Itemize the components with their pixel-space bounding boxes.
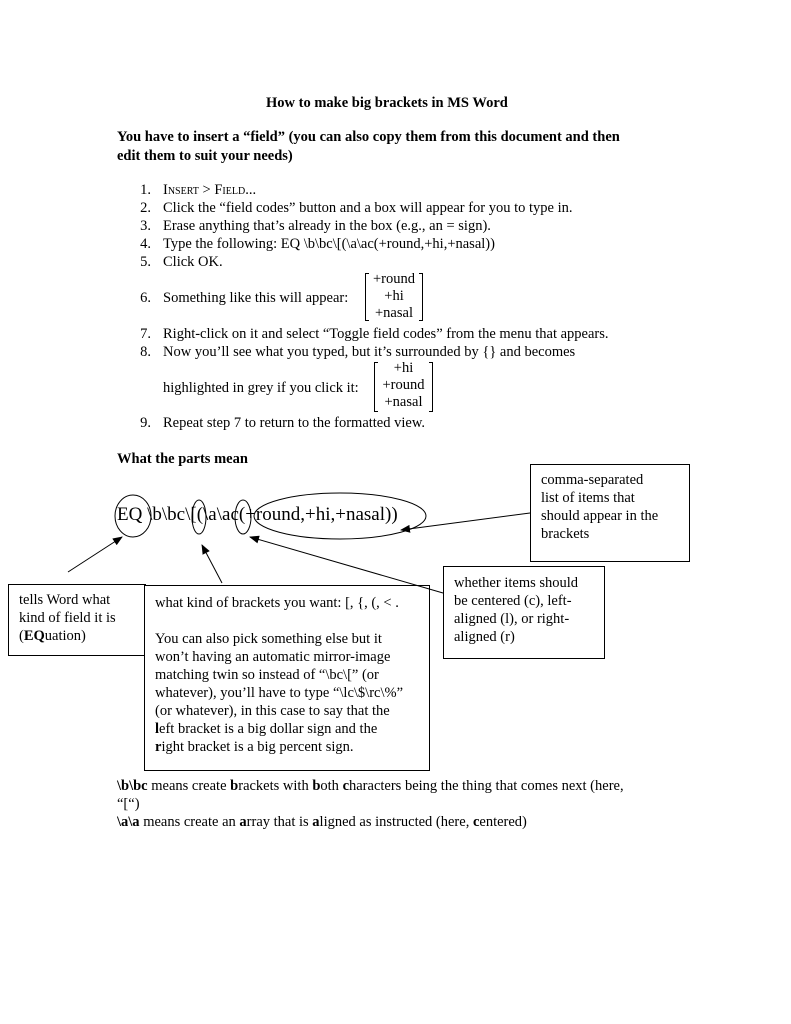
step-2-text: Click the “field codes” button and a box will appear for you to type in.	[163, 200, 573, 216]
text: rray that is	[246, 814, 313, 830]
eq-circle	[115, 495, 151, 537]
note-paren: (	[19, 628, 24, 644]
note-line: be centered (c), left-	[454, 593, 572, 609]
ac-part: \a	[216, 504, 231, 525]
note-line: comma-separated	[541, 472, 644, 488]
step-1-tail: ...	[245, 182, 257, 198]
text: means create an	[139, 814, 240, 830]
step-7-text: Right-click on it and select “Toggle field codes” from the menu that appears.	[163, 326, 609, 342]
note-line: what kind of brackets you want: [, {, (, < .	[155, 595, 399, 611]
bold-letter: b	[230, 778, 239, 794]
step-5-number: 5.	[140, 254, 151, 270]
note-line: whatever), you’ll have to type “\lc\$\rc\%”	[155, 685, 404, 701]
note-rest: eft bracket is a big dollar sign and the	[159, 721, 378, 737]
code-bbc: \b\bc	[117, 778, 148, 794]
step-4-number: 4.	[140, 236, 151, 252]
bold-letter: a	[239, 814, 247, 830]
array-item: +nasal	[384, 394, 423, 410]
text: rackets with	[238, 778, 313, 794]
note-line: matching twin so instead of “\bc\[” (or	[155, 667, 379, 683]
note-line: whether items should	[454, 575, 579, 591]
intro-line-1: You have to insert a “field” (you can also copy them from this document and then	[117, 129, 620, 145]
bold-letter: c	[342, 778, 349, 794]
bold-letter: a	[312, 814, 320, 830]
note-line: list of items that	[541, 490, 635, 506]
note-line: You can also pick something else but it	[155, 631, 382, 647]
code-aa: \a\a	[117, 814, 140, 830]
step-1-number: 1.	[140, 182, 151, 198]
arrow-comma-list	[401, 513, 530, 530]
note-line: should appear in the	[541, 508, 659, 524]
step-7-number: 7.	[140, 326, 151, 342]
step-8-text-1: Now you’ll see what you typed, but it’s surrounded by {} and becomes	[163, 344, 576, 360]
array-item: +hi	[393, 360, 414, 376]
explanation-aa	[117, 814, 527, 831]
note-line: aligned (r)	[454, 629, 515, 645]
note-line: brackets	[541, 526, 590, 542]
note-line: won’t having an automatic mirror-image	[155, 649, 391, 665]
note-line: tells Word what	[19, 592, 111, 608]
explanation-bbc-line2: “[“)	[117, 796, 140, 812]
step-2-number: 2.	[140, 200, 151, 216]
text: entered)	[479, 814, 527, 830]
step-1-field: Field	[214, 182, 246, 198]
arrow-alignment	[250, 537, 443, 593]
note-line: (or whatever), in this case to say that the	[155, 703, 390, 719]
explanation-bbc	[117, 778, 624, 795]
bold-letter: c	[472, 814, 480, 830]
eq-part: EQ	[117, 504, 143, 525]
note-line: kind of field it is	[19, 610, 116, 626]
b-part: \b	[147, 504, 162, 525]
array-item: +hi	[384, 288, 404, 304]
arrow-bracket-kind	[202, 545, 222, 583]
bold-letter: b	[312, 778, 321, 794]
note-rest: uation)	[44, 628, 86, 644]
step-9-text: Repeat step 7 to return to the formatted view.	[163, 415, 425, 431]
step-5-text: Click OK.	[163, 254, 223, 270]
c-char-circle	[235, 500, 251, 534]
step-1-insert: Insert	[163, 182, 199, 198]
step-3-number: 3.	[140, 218, 151, 234]
text: oth	[320, 778, 343, 794]
bracket-char-circle	[192, 500, 206, 534]
bracket-char-part: [	[190, 504, 197, 525]
a-part: \a	[203, 504, 217, 525]
paren-part: (	[196, 504, 204, 525]
note-bold-l: l	[155, 721, 160, 737]
step-8-text-2: highlighted in grey if you click it:	[163, 380, 359, 396]
array-item: +nasal	[375, 305, 413, 321]
step-9-number: 9.	[140, 415, 151, 431]
note-rest: ight bracket is a big percent sign.	[161, 739, 354, 755]
array-item: +round	[382, 377, 425, 393]
backslash-part: \	[185, 504, 191, 525]
text: ligned as instructed (here,	[319, 814, 473, 830]
step-6-text: Something like this will appear:	[163, 290, 349, 306]
step-6-number: 6.	[140, 290, 151, 306]
step-3-text: Erase anything that’s already in the box (e.g., an = sign).	[163, 218, 491, 234]
section-heading: What the parts mean	[117, 451, 248, 467]
step-1-sep: >	[198, 182, 215, 198]
arrow-field-type	[68, 537, 122, 572]
array-item: +round	[372, 271, 415, 287]
c-part: c	[230, 504, 239, 525]
bc-part: \bc	[161, 504, 186, 525]
note-bold-eq: EQ	[23, 628, 45, 644]
list-ellipse	[254, 493, 426, 539]
note-bold-r: r	[155, 739, 162, 755]
close-part: )	[391, 504, 398, 525]
step-4-text: Type the following: EQ \b\bc\[(\a\ac(+round,+hi,+nasal))	[163, 236, 495, 252]
text: haracters being the thing that comes next (here,	[349, 778, 624, 794]
step-8-number: 8.	[140, 344, 151, 360]
intro-line-2: edit them to suit your needs)	[117, 148, 293, 164]
note-line: aligned (l), or right-	[454, 611, 570, 627]
list-part: (+round,+hi,+nasal)	[238, 504, 392, 525]
page-title: How to make big brackets in MS Word	[266, 95, 508, 111]
text: means create	[147, 778, 231, 794]
